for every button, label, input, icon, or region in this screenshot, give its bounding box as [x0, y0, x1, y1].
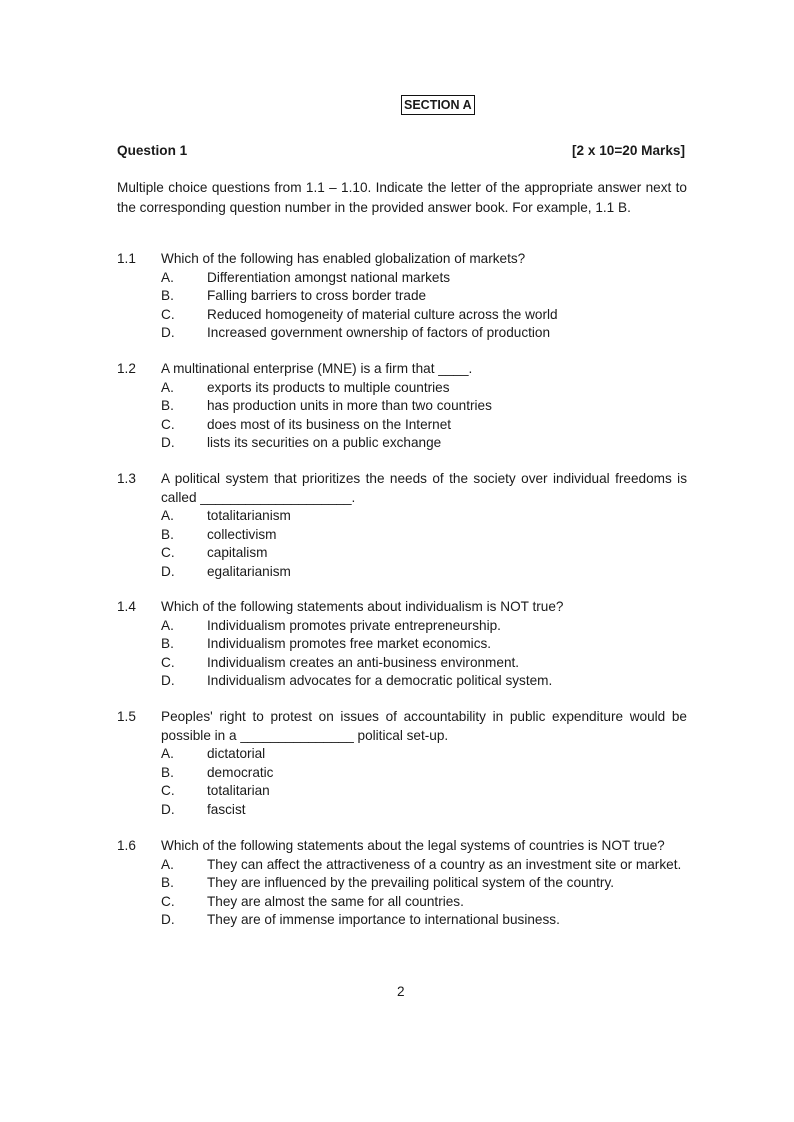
question-number: 1.6 — [117, 838, 136, 853]
option-b — [117, 874, 687, 893]
option-letter: D. — [161, 801, 175, 817]
option-letter: A. — [161, 617, 174, 633]
option-text: has production units in more than two countries — [207, 398, 492, 413]
option-c — [117, 782, 687, 801]
option-letter: A. — [161, 269, 174, 285]
option-b — [117, 635, 687, 654]
option-letter: C. — [161, 416, 175, 432]
option-d — [117, 324, 687, 343]
option-a — [117, 856, 687, 875]
option-b — [117, 397, 687, 416]
option-text: Differentiation amongst national markets — [207, 269, 451, 285]
option-d — [117, 911, 687, 930]
option-letter: C. — [161, 545, 175, 560]
option-letter: D. — [161, 563, 175, 579]
question-1-1 — [117, 250, 687, 343]
question-1-3 — [117, 470, 687, 581]
option-text: collectivism — [207, 526, 277, 542]
question-text: Which of the following has enabled globalization of markets? — [161, 251, 526, 266]
option-a — [117, 269, 687, 288]
option-text: totalitarian — [207, 783, 270, 798]
option-letter: D. — [161, 325, 175, 340]
option-c — [117, 306, 687, 325]
option-text: Individualism advocates for a democratic political system. — [207, 673, 553, 688]
option-text: Individualism promotes free market economics. — [207, 636, 492, 651]
question-1-2 — [117, 360, 687, 453]
option-letter: B. — [161, 288, 174, 303]
question-text: Which of the following statements about individualism is NOT true? — [161, 599, 564, 614]
option-letter: A. — [161, 856, 174, 872]
option-text: dictatorial — [207, 746, 266, 761]
option-a — [117, 507, 687, 526]
question-text: A multinational enterprise (MNE) is a firm that ____. — [161, 361, 473, 376]
option-text: They can affect the attractiveness of a country as an investment site or market. — [207, 856, 682, 872]
option-a — [117, 617, 687, 636]
option-d — [117, 434, 687, 453]
option-letter: B. — [161, 636, 174, 651]
option-letter: B. — [161, 398, 174, 413]
question-text: Peoples' right to protest on issues of accountability in public expenditure would be possible in a _______________ political set-up. — [161, 709, 687, 743]
option-b — [117, 764, 687, 783]
option-text: Falling barriers to cross border trade — [207, 288, 427, 303]
option-text: egalitarianism — [207, 563, 291, 579]
option-text: Individualism creates an anti-business environment. — [207, 654, 520, 670]
option-letter: C. — [161, 893, 175, 909]
question-heading: Question 1 — [117, 143, 188, 158]
option-text: capitalism — [207, 545, 268, 560]
option-c — [117, 544, 687, 563]
option-text: They are of immense importance to international business. — [207, 912, 560, 927]
option-letter: C. — [161, 654, 175, 670]
question-text: A political system that prioritizes the needs of the society over individual freedoms is called ____________________. — [161, 471, 687, 505]
option-text: does most of its business on the Internet — [207, 416, 452, 432]
question-number: 1.4 — [117, 599, 136, 614]
option-text: Increased government ownership of factors of production — [207, 325, 551, 340]
option-letter: C. — [161, 783, 175, 798]
option-c — [117, 416, 687, 435]
question-1-6 — [117, 837, 687, 930]
option-c — [117, 654, 687, 673]
option-letter: D. — [161, 912, 175, 927]
question-number: 1.5 — [117, 709, 136, 724]
marks-label: [2 x 10=20 Marks] — [572, 143, 685, 158]
question-number: 1.1 — [117, 251, 136, 266]
option-text: They are influenced by the prevailing political system of the country. — [207, 875, 615, 890]
instructions: Multiple choice questions from 1.1 – 1.10. Indicate the letter of the appropriate answer next to the corresponding question number in the provided answer book. For example, 1.1 B. — [117, 180, 687, 215]
section-title: SECTION A — [401, 95, 475, 115]
option-letter: B. — [161, 526, 174, 542]
option-letter: C. — [161, 306, 175, 322]
option-c — [117, 893, 687, 912]
question-number: 1.3 — [117, 471, 136, 486]
option-a — [117, 379, 687, 398]
option-d — [117, 672, 687, 691]
option-text: Reduced homogeneity of material culture across the world — [207, 306, 558, 322]
question-number: 1.2 — [117, 361, 136, 376]
page-number: 2 — [397, 984, 405, 999]
option-text: Individualism promotes private entrepreneurship. — [207, 617, 501, 633]
option-letter: A. — [161, 746, 174, 761]
option-b — [117, 526, 687, 545]
option-d — [117, 563, 687, 582]
question-1-4 — [117, 598, 687, 691]
option-letter: B. — [161, 764, 174, 780]
option-text: fascist — [207, 801, 246, 817]
question-text: Which of the following statements about the legal systems of countries is NOT true? — [161, 838, 665, 853]
option-letter: A. — [161, 508, 174, 523]
option-letter: B. — [161, 875, 174, 890]
option-text: totalitarianism — [207, 508, 291, 523]
option-d — [117, 801, 687, 820]
option-b — [117, 287, 687, 306]
option-text: lists its securities on a public exchange — [207, 435, 442, 450]
option-letter: D. — [161, 435, 175, 450]
option-text: democratic — [207, 764, 274, 780]
option-a — [117, 745, 687, 764]
option-text: exports its products to multiple countries — [207, 379, 450, 395]
option-letter: A. — [161, 379, 174, 395]
question-1-5 — [117, 708, 687, 819]
option-letter: D. — [161, 673, 175, 688]
option-text: They are almost the same for all countries. — [207, 893, 464, 909]
